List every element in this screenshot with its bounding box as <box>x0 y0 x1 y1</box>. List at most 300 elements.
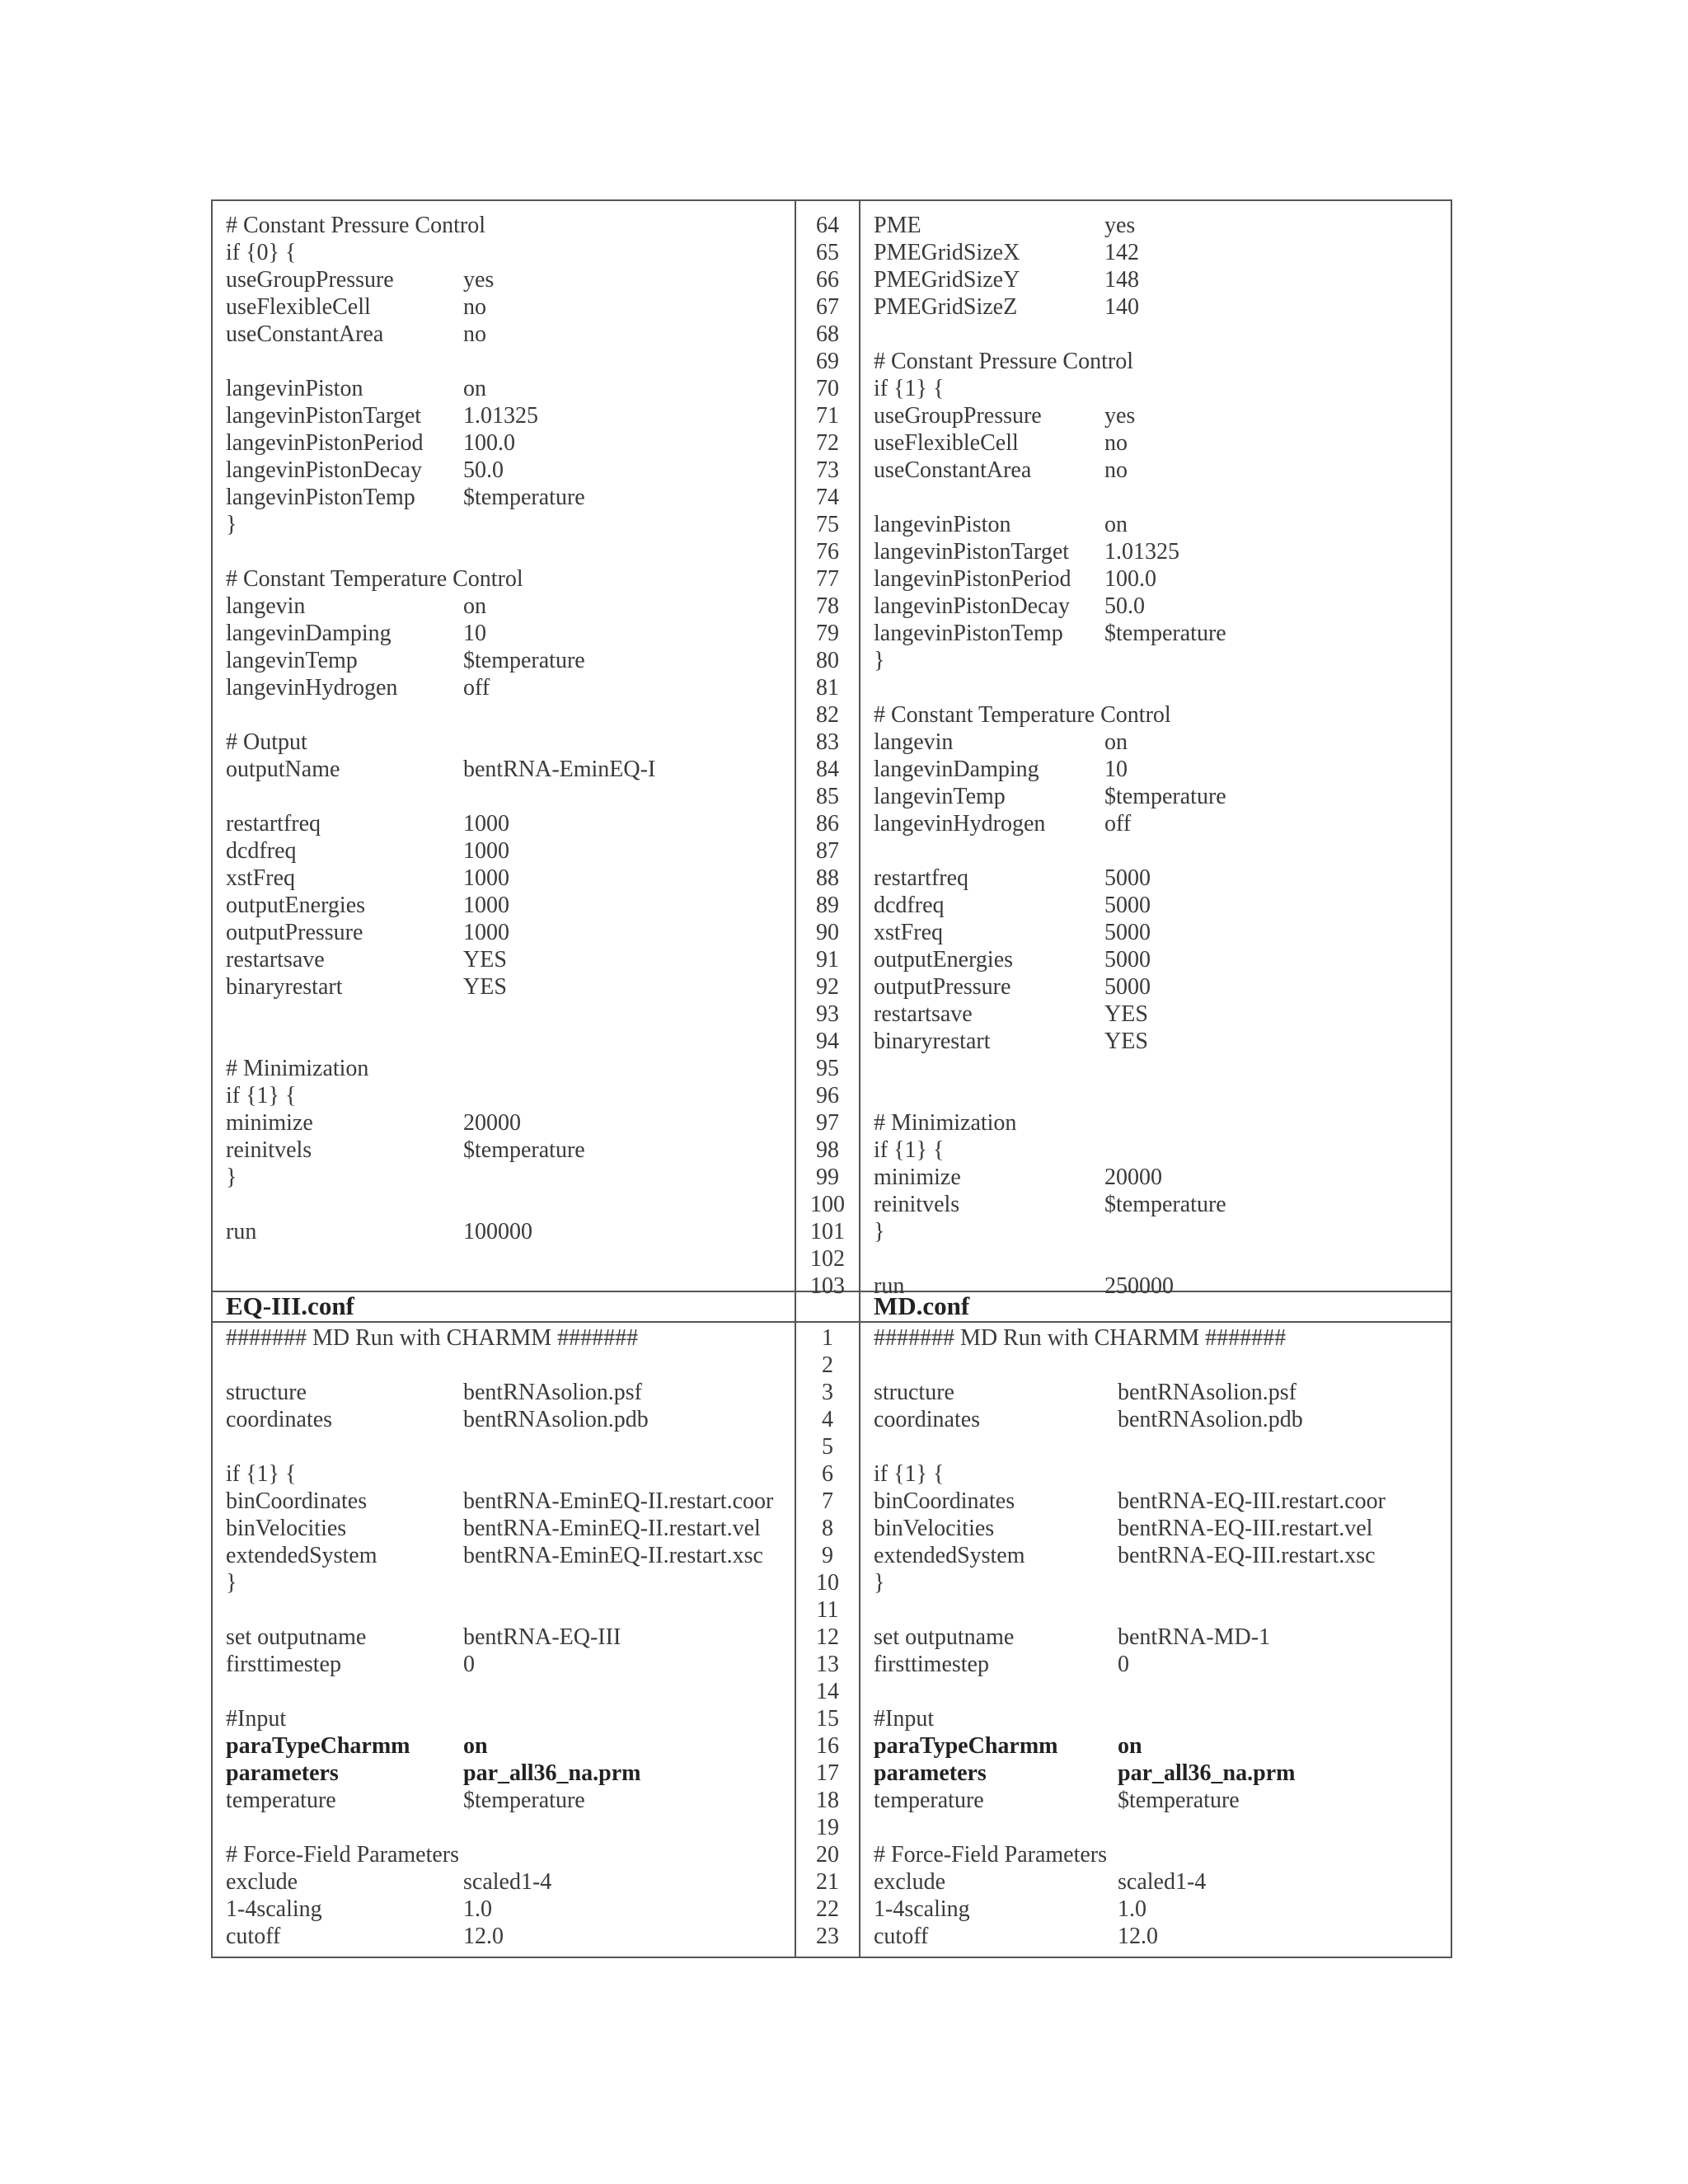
config-value: 100.0 <box>1104 566 1156 592</box>
bottom-left-config-block <box>226 1324 786 1950</box>
config-line <box>226 1732 786 1760</box>
config-line <box>874 1055 1442 1082</box>
config-line <box>874 1569 1442 1596</box>
line-number: 98 <box>816 1137 839 1163</box>
config-key: restartfreq <box>226 811 321 837</box>
config-key: } <box>874 1570 885 1596</box>
config-line <box>874 1324 1442 1352</box>
config-value: bentRNA-EQ-III.restart.vel <box>1118 1516 1373 1541</box>
config-value: 20000 <box>1104 1165 1162 1190</box>
config-value: 1.01325 <box>1104 539 1179 565</box>
config-key: restartsave <box>226 947 325 972</box>
line-number: 101 <box>810 1219 845 1244</box>
config-value: 1000 <box>463 811 509 837</box>
config-line <box>226 1596 786 1624</box>
config-line <box>874 1678 1442 1705</box>
config-line <box>874 429 1442 457</box>
config-value: on <box>463 1733 488 1759</box>
config-key: } <box>874 648 885 673</box>
config-value: 100000 <box>463 1219 532 1244</box>
config-value: 5000 <box>1104 920 1151 945</box>
config-value: $temperature <box>1104 784 1226 809</box>
config-line <box>226 1109 786 1137</box>
config-key: langevinPistonPeriod <box>874 566 1071 592</box>
config-key: outputPressure <box>226 920 363 945</box>
config-key: xstFreq <box>874 920 943 945</box>
config-value: scaled1-4 <box>463 1869 552 1895</box>
config-line <box>226 837 786 865</box>
config-key: reinitvels <box>874 1192 960 1217</box>
config-value: 1.01325 <box>463 403 538 429</box>
config-line <box>226 1028 786 1055</box>
line-number: 97 <box>816 1110 839 1136</box>
config-line <box>226 1460 786 1488</box>
config-key: cutoff <box>226 1924 281 1949</box>
config-line <box>874 375 1442 402</box>
config-value: bentRNAsolion.psf <box>463 1380 642 1405</box>
md-file-title: MD.conf <box>874 1291 970 1320</box>
config-line <box>874 919 1442 946</box>
line-number: 81 <box>816 675 839 701</box>
line-number: 79 <box>816 621 839 646</box>
column-divider-right <box>859 201 860 1957</box>
line-number: 4 <box>822 1407 833 1432</box>
config-value: 12.0 <box>1118 1924 1158 1949</box>
config-key: if {1} { <box>874 1137 945 1163</box>
config-key: # Minimization <box>226 1056 369 1081</box>
config-key: langevin <box>874 729 954 755</box>
line-number: 11 <box>816 1597 839 1623</box>
config-line <box>874 1218 1442 1245</box>
config-key: langevinDamping <box>874 757 1039 782</box>
config-line <box>874 538 1442 565</box>
config-line <box>226 1896 786 1923</box>
line-number: 5 <box>822 1434 833 1460</box>
config-key: outputPressure <box>874 974 1011 1000</box>
config-key: coordinates <box>226 1407 333 1432</box>
config-line <box>226 1787 786 1814</box>
line-number: 6 <box>822 1461 833 1487</box>
config-line <box>226 239 786 266</box>
config-key: langevinTemp <box>874 784 1006 809</box>
line-number: 22 <box>816 1896 839 1922</box>
config-key: langevinPistonDecay <box>226 457 422 483</box>
config-value: no <box>463 294 486 320</box>
config-value: $temperature <box>1104 1192 1226 1217</box>
config-key: paraTypeCharmm <box>226 1733 410 1759</box>
config-key: langevinPistonTarget <box>226 403 422 429</box>
line-number: 87 <box>816 838 839 864</box>
line-number: 8 <box>822 1516 833 1541</box>
config-line <box>874 647 1442 674</box>
line-number: 86 <box>816 811 839 837</box>
config-line <box>874 266 1442 293</box>
config-line <box>874 620 1442 647</box>
config-value: $temperature <box>463 648 585 673</box>
line-number: 20 <box>816 1842 839 1868</box>
config-line <box>874 783 1442 810</box>
config-key: outputEnergies <box>226 893 366 918</box>
config-value: yes <box>1104 403 1136 429</box>
line-number: 85 <box>816 784 839 809</box>
config-line <box>226 1569 786 1596</box>
line-number: 92 <box>816 974 839 1000</box>
config-line <box>226 729 786 756</box>
config-value: YES <box>463 947 507 972</box>
config-line <box>226 647 786 674</box>
config-key: useConstantArea <box>874 457 1032 483</box>
line-number: 78 <box>816 593 839 619</box>
config-line <box>226 538 786 565</box>
config-line <box>226 783 786 810</box>
config-line <box>874 1542 1442 1569</box>
config-table <box>211 199 1452 1958</box>
config-value: YES <box>1104 1001 1148 1027</box>
config-value: on <box>463 593 486 619</box>
config-value: bentRNA-EminEQ-II.restart.coor <box>463 1488 774 1514</box>
config-line <box>226 1406 786 1433</box>
config-value: off <box>1104 811 1132 837</box>
config-value: 0 <box>463 1652 475 1677</box>
config-value: 50.0 <box>1104 593 1145 619</box>
config-key: # Constant Pressure Control <box>874 349 1133 374</box>
config-line <box>874 593 1442 620</box>
config-line <box>874 321 1442 348</box>
config-line <box>874 239 1442 266</box>
config-line <box>874 1164 1442 1191</box>
config-line <box>874 1923 1442 1950</box>
config-key: binaryrestart <box>874 1029 991 1054</box>
line-number: 75 <box>816 512 839 537</box>
config-line <box>226 1137 786 1164</box>
config-value: bentRNA-MD-1 <box>1118 1624 1271 1650</box>
config-line <box>874 511 1442 538</box>
config-line <box>874 1433 1442 1460</box>
config-key: exclude <box>874 1869 946 1895</box>
config-line <box>874 810 1442 837</box>
config-line <box>874 1787 1442 1814</box>
config-key: if {1} { <box>226 1461 297 1487</box>
config-key: parameters <box>226 1760 339 1786</box>
config-key: } <box>226 1165 237 1190</box>
config-value: 148 <box>1104 267 1139 293</box>
config-line <box>226 1324 786 1352</box>
config-value: 5000 <box>1104 893 1151 918</box>
line-number: 15 <box>816 1706 839 1732</box>
config-key: } <box>226 512 237 537</box>
config-key: useFlexibleCell <box>226 294 371 320</box>
config-line <box>874 1488 1442 1515</box>
config-value: $temperature <box>463 1788 585 1813</box>
config-line <box>226 484 786 511</box>
config-line <box>874 1705 1442 1732</box>
config-line <box>226 756 786 783</box>
config-line <box>226 321 786 348</box>
config-line <box>874 293 1442 321</box>
line-number: 100 <box>810 1192 845 1217</box>
line-number: 70 <box>816 376 839 401</box>
config-value: 10 <box>463 621 486 646</box>
line-number: 14 <box>816 1679 839 1704</box>
line-number: 13 <box>816 1652 839 1677</box>
config-line <box>226 1001 786 1028</box>
config-key: firsttimestep <box>874 1652 989 1677</box>
config-value: 1000 <box>463 893 509 918</box>
config-line <box>226 1218 786 1245</box>
config-line <box>874 1814 1442 1841</box>
config-line <box>226 1352 786 1379</box>
config-key: langevinPistonTemp <box>226 485 415 510</box>
config-key: #Input <box>226 1706 287 1732</box>
config-key: run <box>874 1273 905 1299</box>
config-key: langevinPistonPeriod <box>226 430 424 456</box>
config-line <box>226 892 786 919</box>
config-value: 250000 <box>1104 1273 1174 1299</box>
config-value: no <box>1104 430 1128 456</box>
config-key: if {1} { <box>874 1461 945 1487</box>
config-value: bentRNA-EminEQ-II.restart.vel <box>463 1516 761 1541</box>
config-line <box>226 593 786 620</box>
line-number: 94 <box>816 1029 839 1054</box>
line-number: 83 <box>816 729 839 755</box>
line-number: 82 <box>816 702 839 728</box>
line-number: 69 <box>816 349 839 374</box>
config-key: exclude <box>226 1869 298 1895</box>
config-key: temperature <box>874 1788 984 1813</box>
config-value: bentRNAsolion.pdb <box>463 1407 649 1432</box>
config-line <box>874 1109 1442 1137</box>
config-line <box>874 484 1442 511</box>
config-key: extendedSystem <box>874 1543 1025 1568</box>
top-right-config-block <box>874 212 1442 1300</box>
config-value: $temperature <box>1104 621 1226 646</box>
config-line <box>226 1542 786 1569</box>
config-line <box>874 1760 1442 1787</box>
config-line <box>874 1406 1442 1433</box>
config-key: binCoordinates <box>226 1488 368 1514</box>
config-line <box>226 511 786 538</box>
config-value: 100.0 <box>463 430 515 456</box>
config-line <box>874 701 1442 729</box>
line-number: 99 <box>816 1165 839 1190</box>
config-key: PMEGridSizeZ <box>874 294 1018 320</box>
config-key: # Force-Field Parameters <box>874 1842 1108 1868</box>
config-line <box>874 1732 1442 1760</box>
line-number: 21 <box>816 1869 839 1895</box>
config-value: no <box>1104 457 1128 483</box>
line-number: 89 <box>816 893 839 918</box>
line-number: 19 <box>816 1815 839 1840</box>
config-line <box>874 402 1442 429</box>
line-number: 73 <box>816 457 839 483</box>
line-number: 88 <box>816 865 839 891</box>
config-line <box>874 212 1442 239</box>
config-line <box>226 919 786 946</box>
config-key: langevinPistonDecay <box>874 593 1070 619</box>
config-value: 140 <box>1104 294 1139 320</box>
config-key: coordinates <box>874 1407 981 1432</box>
config-key: # Force-Field Parameters <box>226 1842 460 1868</box>
config-line <box>226 1191 786 1218</box>
config-line <box>874 348 1442 375</box>
config-line <box>874 1137 1442 1164</box>
config-value: 12.0 <box>463 1924 504 1949</box>
config-value: no <box>463 321 486 347</box>
config-line <box>874 1651 1442 1678</box>
config-line <box>226 1923 786 1950</box>
config-line <box>226 266 786 293</box>
line-number: 91 <box>816 947 839 972</box>
config-key: set outputname <box>874 1624 1015 1650</box>
config-key: } <box>874 1219 885 1244</box>
config-line <box>874 756 1442 783</box>
config-line <box>226 402 786 429</box>
config-key: restartsave <box>874 1001 973 1027</box>
config-key: run <box>226 1219 257 1244</box>
config-key: structure <box>874 1380 954 1405</box>
top-line-numbers <box>796 212 859 1300</box>
title-row-bottom-border <box>213 1321 1451 1323</box>
config-line <box>226 701 786 729</box>
config-value: 1000 <box>463 920 509 945</box>
config-line <box>226 212 786 239</box>
config-key: cutoff <box>874 1924 929 1949</box>
config-line <box>874 565 1442 593</box>
line-number: 95 <box>816 1056 839 1081</box>
config-value: bentRNAsolion.pdb <box>1118 1407 1303 1432</box>
config-line <box>226 1624 786 1651</box>
config-line <box>226 1868 786 1896</box>
config-line <box>226 293 786 321</box>
config-key: # Output <box>226 729 307 755</box>
config-line <box>874 1868 1442 1896</box>
line-number: 16 <box>816 1733 839 1759</box>
config-line <box>226 1651 786 1678</box>
config-value: par_all36_na.prm <box>463 1760 641 1786</box>
line-number: 67 <box>816 294 839 320</box>
config-value: 1000 <box>463 838 509 864</box>
config-line <box>226 1705 786 1732</box>
config-key: binVelocities <box>226 1516 347 1541</box>
config-line <box>874 892 1442 919</box>
config-key: #Input <box>874 1706 935 1732</box>
config-key: useConstantArea <box>226 321 384 347</box>
config-line <box>874 1191 1442 1218</box>
line-number: 23 <box>816 1924 839 1949</box>
config-key: ####### MD Run with CHARMM ####### <box>874 1325 1287 1351</box>
config-value: 10 <box>1104 757 1128 782</box>
config-line <box>874 1001 1442 1028</box>
config-value: bentRNA-EQ-III.restart.xsc <box>1118 1543 1376 1568</box>
config-value: YES <box>1104 1029 1148 1054</box>
line-number: 10 <box>816 1570 839 1596</box>
config-value: on <box>1104 512 1128 537</box>
config-value: off <box>463 675 490 701</box>
config-value: 1.0 <box>463 1896 492 1922</box>
config-line <box>226 1488 786 1515</box>
config-key: PMEGridSizeX <box>874 240 1020 265</box>
config-key: dcdfreq <box>226 838 297 864</box>
config-line <box>226 1082 786 1109</box>
config-key: langevinPiston <box>874 512 1011 537</box>
config-value: 5000 <box>1104 865 1151 891</box>
line-number: 66 <box>816 267 839 293</box>
config-value: yes <box>463 267 495 293</box>
config-value: YES <box>463 974 507 1000</box>
config-key: reinitvels <box>226 1137 312 1163</box>
config-value: 5000 <box>1104 974 1151 1000</box>
config-key: 1-4scaling <box>226 1896 322 1922</box>
config-line <box>874 1245 1442 1272</box>
top-left-config-block <box>226 212 786 1272</box>
config-key: } <box>226 1570 237 1596</box>
config-line <box>874 1896 1442 1923</box>
line-number: 96 <box>816 1083 839 1108</box>
config-key: # Minimization <box>874 1110 1017 1136</box>
config-key: parameters <box>874 1760 987 1786</box>
config-line <box>874 1352 1442 1379</box>
line-number: 9 <box>822 1543 833 1568</box>
config-key: langevinPiston <box>226 376 363 401</box>
config-key: langevin <box>226 593 306 619</box>
config-value: 5000 <box>1104 947 1151 972</box>
config-line <box>874 837 1442 865</box>
config-value: 50.0 <box>463 457 504 483</box>
config-line <box>226 1055 786 1082</box>
line-number: 76 <box>816 539 839 565</box>
line-number: 17 <box>816 1760 839 1786</box>
config-key: langevinDamping <box>226 621 392 646</box>
line-number: 77 <box>816 566 839 592</box>
config-key: PME <box>874 213 921 238</box>
line-number: 64 <box>816 213 839 238</box>
config-value: 0 <box>1118 1652 1129 1677</box>
config-value: 20000 <box>463 1110 521 1136</box>
config-line <box>226 973 786 1001</box>
config-line <box>226 565 786 593</box>
config-line <box>874 1596 1442 1624</box>
line-number: 103 <box>810 1273 845 1299</box>
config-key: 1-4scaling <box>874 1896 970 1922</box>
config-key: langevinTemp <box>226 648 358 673</box>
config-value: 1.0 <box>1118 1896 1146 1922</box>
config-line <box>874 457 1442 484</box>
config-line <box>226 1433 786 1460</box>
config-key: langevinHydrogen <box>226 675 398 701</box>
config-key: structure <box>226 1380 307 1405</box>
config-key: firsttimestep <box>226 1652 341 1677</box>
config-line <box>226 674 786 701</box>
config-line <box>874 1460 1442 1488</box>
config-value: $temperature <box>463 1137 585 1163</box>
config-key: if {1} { <box>226 1083 297 1108</box>
config-key: ####### MD Run with CHARMM ####### <box>226 1325 639 1351</box>
config-key: dcdfreq <box>874 893 945 918</box>
config-key: useGroupPressure <box>874 403 1042 429</box>
config-key: outputName <box>226 757 340 782</box>
line-number: 18 <box>816 1788 839 1813</box>
config-value: $temperature <box>1118 1788 1240 1813</box>
config-line <box>874 865 1442 892</box>
config-line <box>226 1678 786 1705</box>
config-line <box>874 1841 1442 1868</box>
config-line <box>874 1515 1442 1542</box>
config-line <box>226 1814 786 1841</box>
config-key: if {1} { <box>874 376 945 401</box>
config-line <box>226 620 786 647</box>
config-key: # Constant Temperature Control <box>874 702 1171 728</box>
config-line <box>226 1841 786 1868</box>
